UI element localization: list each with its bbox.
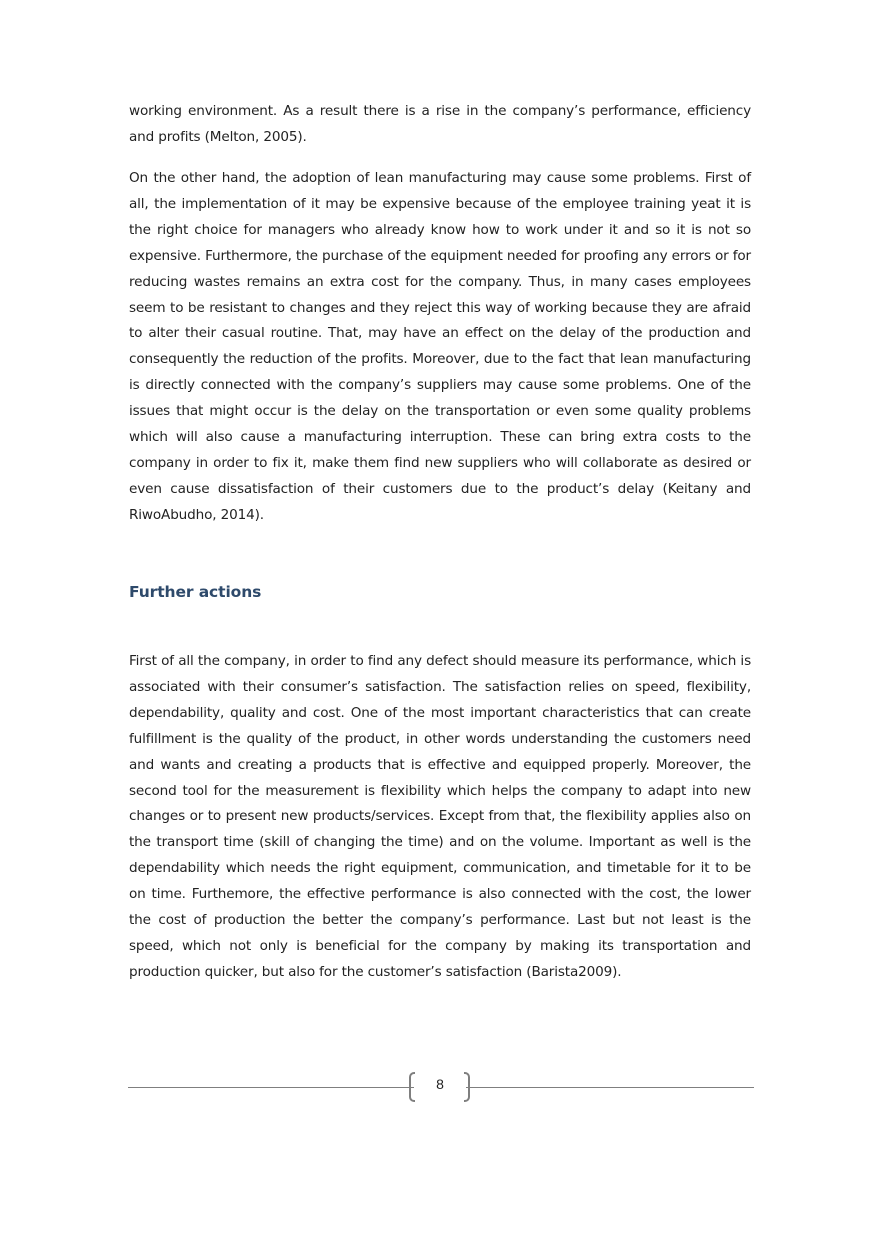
paragraph-problems: On the other hand, the adoption of lean manufacturing may cause some problems. First of all, the implementation of it may be expensive because of the employee training yeat it is the right choice for managers who already know how to work under it and so it is not so expensive. Furthermore, the purchase of the equipment needed for proofing any errors or for reducing wastes remains an extra cost for the company. Thus, in many cases employees seem to be resistant to changes and they reject this way of working because they are afraid to alter their casual routine. That, may have an effect on the delay of the production and consequently the reduction of the profits. Moreover, due to the fact that lean manufacturing is directly connected with the company’s suppliers may cause some problems. One of the issues that might occur is the delay on the transportation or even some quality problems which will also cause a manufacturing interruption. These can bring extra costs to the company in order to fix it, make them find new suppliers who will collaborate as desired or even cause dissatisfaction of their customers due to the product’s delay (Keitany and RiwoAbudho, 2014). bbox=[129, 170, 751, 523]
section-heading-further-actions: Further actions bbox=[129, 583, 262, 601]
paragraph-further-actions: First of all the company, in order to find any defect should measure its performance, which is associated with their consumer’s satisfaction. The satisfaction relies on speed, flexibility, dependability, quality and cost. One of the most important characteristics that can create fulfillment is the quality of the product, in other words understanding the customers need and wants and creating a products that is effective and equipped properly. Moreover, the second tool for the measurement is flexibility which helps the company to adapt into new changes or to present new products/services. Except from that, the flexibility applies also on the transport time (skill of changing the time) and on the volume. Important as well is the dependability which needs the right equipment, communication, and timetable for it to be on time. Furthemore, the effective performance is also connected with the cost, the lower the cost of production the better the company’s performance. Last but not least is the speed, which not only is beneficial for the company by making its transportation and production quicker, but also for the customer’s satisfaction (Barista2009). bbox=[129, 653, 751, 980]
paragraph-intro-continuation: working environment. As a result there is a rise in the company’s performance, efficiency and profits (Melton, 2005). bbox=[129, 103, 751, 145]
footer-bracket-left bbox=[409, 1072, 415, 1102]
footer-rule-right bbox=[466, 1087, 754, 1088]
footer-rule-left bbox=[128, 1087, 414, 1088]
page-number: 8 bbox=[436, 1076, 444, 1092]
